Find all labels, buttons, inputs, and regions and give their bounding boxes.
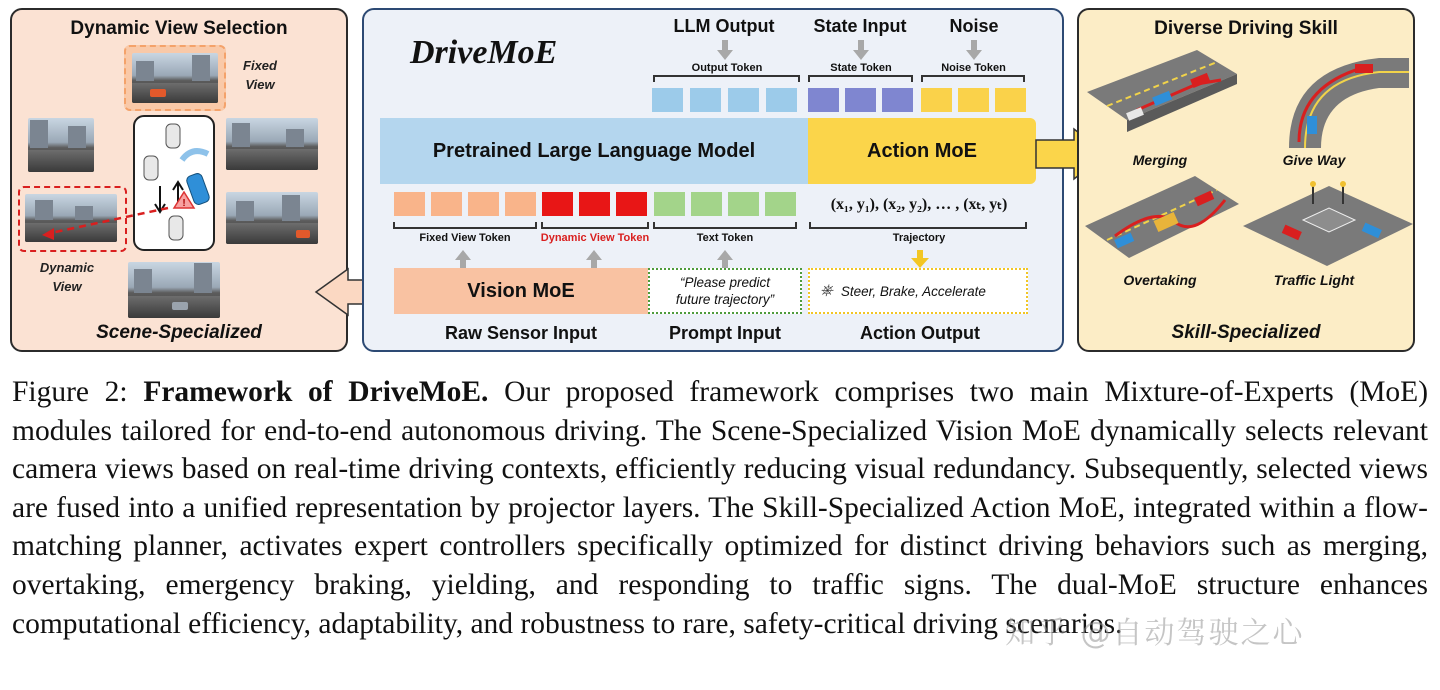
noise-token: [921, 88, 952, 112]
drivemoe-panel: [362, 8, 1064, 352]
overtaking-label: Overtaking: [1123, 272, 1197, 288]
give-way-scene-illustration: [1259, 48, 1409, 148]
output-token: [652, 88, 683, 112]
give-way-label: Give Way: [1282, 152, 1346, 168]
scene-specialized-label: Scene-Specialized: [96, 322, 262, 343]
output-token-label: Output Token: [691, 62, 763, 74]
left-panel-title: Dynamic View Selection: [70, 18, 288, 39]
right-panel-title: Diverse Driving Skill: [1154, 18, 1338, 39]
figure-title: Framework of DriveMoE.: [143, 376, 489, 408]
dynamic-view-label: Dynamic View: [39, 260, 95, 294]
dynamic-view-token: [579, 192, 610, 216]
text-token: [728, 192, 759, 216]
text-token: [691, 192, 722, 216]
merging-label: Merging: [1132, 152, 1188, 168]
text-token: [765, 192, 796, 216]
dynamic-view-token-label: Dynamic View Token: [540, 232, 650, 244]
fixed-view-token: [505, 192, 536, 216]
figure-number: Figure 2:: [12, 376, 128, 408]
fixed-view-token: [468, 192, 499, 216]
dynamic-view-token: [616, 192, 647, 216]
action-output-label: Action Output: [860, 323, 980, 343]
vision-moe-box: Vision MoE: [394, 268, 648, 314]
skill-specialized-label: Skill-Specialized: [1171, 322, 1321, 343]
fixed-view-token-label: Fixed View Token: [419, 232, 511, 244]
fixed-view-label: Fixed View: [243, 58, 277, 92]
diverse-driving-skill-panel: [1077, 8, 1415, 352]
traffic-light-scene-illustration: [1243, 180, 1413, 270]
output-token: [690, 88, 721, 112]
fixed-view-token: [394, 192, 425, 216]
prompt-input-box: “Please predict future trajectory”: [648, 268, 802, 314]
prompt-input-label: Prompt Input: [669, 323, 781, 343]
state-input-label: State Input: [813, 16, 907, 36]
svg-text:!: !: [182, 198, 186, 209]
action-output-text: Steer, Brake, Accelerate: [840, 283, 986, 299]
overtaking-scene-illustration: [1085, 176, 1239, 272]
pretrained-llm-box: Pretrained Large Language Model: [380, 118, 808, 184]
trajectory-formula: (x₁, y₁), (x₂, y₂), … , (xₜ, yₜ): [830, 196, 1008, 213]
text-token-label: Text Token: [696, 232, 754, 244]
state-token: [882, 88, 913, 112]
noise-token: [995, 88, 1026, 112]
fixed-view-token: [431, 192, 462, 216]
noise-token-label: Noise Token: [941, 62, 1006, 74]
llm-output-label: LLM Output: [673, 16, 775, 36]
steering-wheel-icon: ⎈: [820, 282, 833, 299]
figure-caption: [12, 373, 1428, 643]
raw-sensor-input-label: Raw Sensor Input: [444, 323, 597, 343]
noise-token: [958, 88, 989, 112]
action-output-box: [808, 268, 1028, 314]
figure-caption-text: Our proposed framework comprises two main Mixture-of-Experts (MoE) modules tailored for end-to-end autonomous driving. The Scene-Specialized Vision MoE dynamically selects relevant camera views based on real-time driving contexts, efficiently reducing visual redundancy. Subsequently, selected views are fused into a unified representation by projector layers. The Skill-Specialized Action MoE, integrated within a flow-matching planner, activates expert controllers specifically optimized for distinct driving behaviors such as merging, overtaking, emergency braking, yielding, and responding to traffic signs. The dual-MoE structure enhances computational efficiency, adaptability, and robustness to rare, safety-critical driving scenarios.: [12, 376, 1429, 640]
bird-eye-view-diagram: [12, 10, 350, 354]
merging-scene-illustration: [1087, 50, 1237, 146]
trajectory-label: Trajectory: [892, 232, 946, 244]
dynamic-view-token: [542, 192, 573, 216]
state-token: [808, 88, 839, 112]
state-token: [845, 88, 876, 112]
output-token: [728, 88, 759, 112]
action-moe-box: Action MoE: [808, 118, 1036, 184]
state-token-label: State Token: [830, 62, 892, 74]
watermark: 知乎 @自动驾驶之心: [1005, 616, 1305, 651]
output-token: [766, 88, 797, 112]
noise-label: Noise: [949, 16, 999, 36]
traffic-light-label: Traffic Light: [1273, 272, 1355, 288]
drivemoe-title: DriveMoE: [410, 34, 558, 71]
dynamic-view-selection-panel: [10, 8, 348, 352]
text-token: [654, 192, 685, 216]
